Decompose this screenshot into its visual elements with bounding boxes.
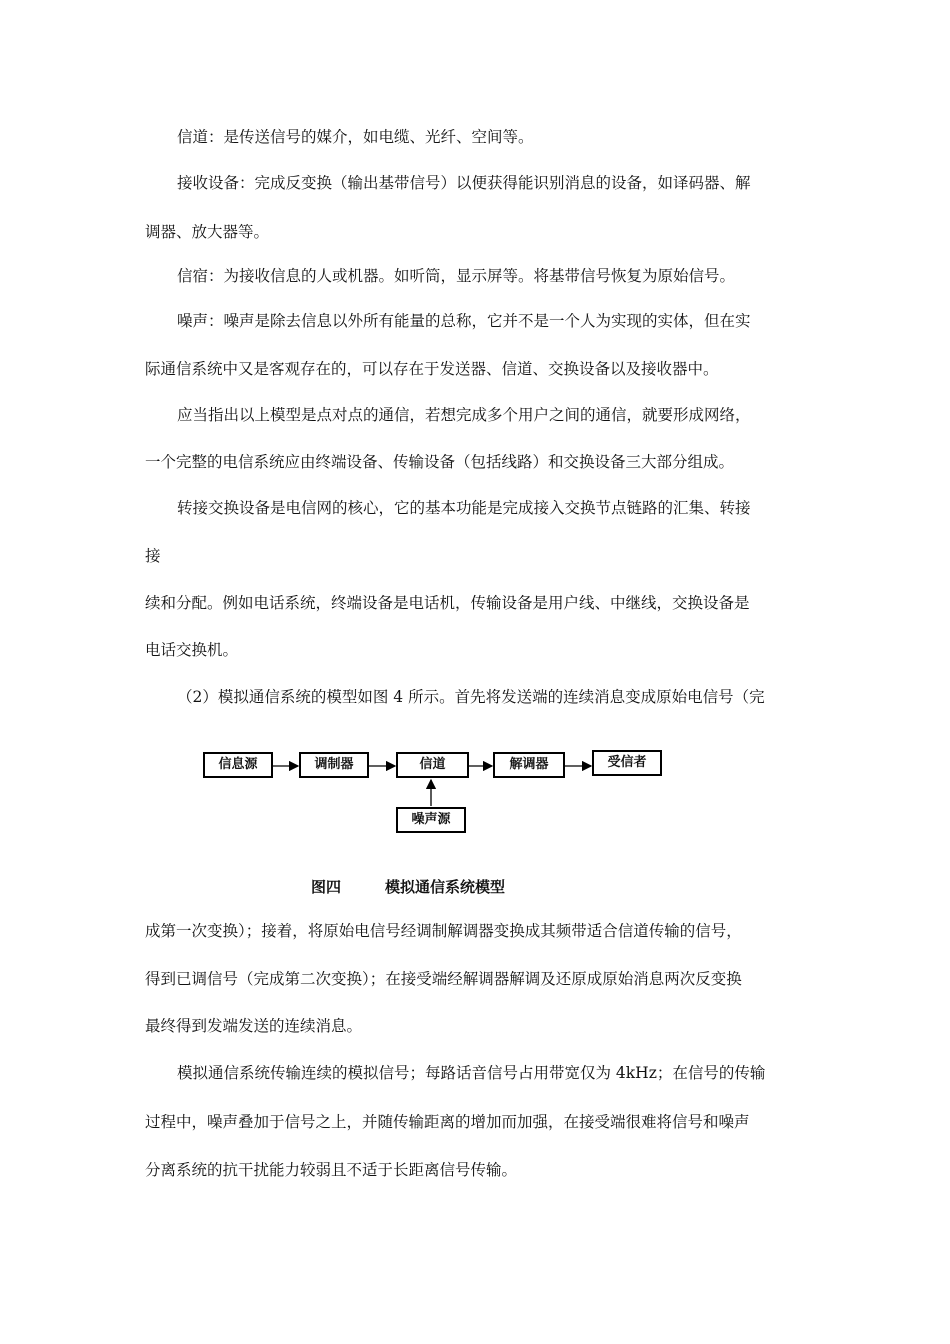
paragraph-receiver-cont: 调器、放大器等。 (145, 223, 270, 241)
analog-system-diagram (195, 740, 675, 836)
figure-caption-label: 图四 (311, 878, 342, 896)
paragraph-analog-cont2: 得到已调信号（完成第二次变换）；在接受端经解调器解调及还原成原始消息两次反变换 (145, 970, 742, 988)
paragraph-analog-model: （2）模拟通信系统的模型如图 4 所示。首先将发送端的连续消息变成原始电信号（完 (177, 688, 765, 706)
paragraph-receiver: 接收设备：完成反变换（输出基带信号）以便获得能识别消息的设备，如译码器、解 (177, 174, 751, 192)
paragraph-analog-cont3: 最终得到发端发送的连续消息。 (145, 1017, 363, 1035)
box-modulator: 调制器 (299, 752, 369, 778)
figure-caption-title: 模拟通信系统模型 (385, 878, 506, 896)
paragraph-analog-transmission: 模拟通信系统传输连续的模拟信号；每路话音信号占用带宽仅为 4kHz；在信号的传输 (177, 1064, 766, 1082)
paragraph-switching-orphan: 接 (145, 547, 161, 565)
box-noise-source: 噪声源 (396, 807, 466, 833)
paragraph-model: 应当指出以上模型是点对点的通信，若想完成多个用户之间的通信，就要形成网络， (177, 406, 751, 424)
paragraph-sink: 信宿：为接收信息的人或机器。如听筒，显示屏等。将基带信号恢复为原始信号。 (177, 267, 736, 285)
paragraph-switching: 转接交换设备是电信网的核心，它的基本功能是完成接入交换节点链路的汇集、转接 (177, 499, 751, 517)
paragraph-model-cont: 一个完整的电信系统应由终端设备、传输设备（包括线路）和交换设备三大部分组成。 (145, 453, 735, 471)
paragraph-channel: 信道：是传送信号的媒介，如电缆、光纤、空间等。 (177, 128, 534, 146)
paragraph-analog-transmission-cont: 过程中，噪声叠加于信号之上，并随传输距离的增加而加强，在接受端很难将信号和噪声 (145, 1113, 750, 1131)
box-receiver: 受信者 (592, 750, 662, 776)
paragraph-noise-cont: 际通信系统中又是客观存在的，可以存在于发送器、信道、交换设备以及接收器中。 (145, 360, 719, 378)
paragraph-analog-transmission-end: 分离系统的抗干扰能力较弱且不适于长距离信号传输。 (145, 1161, 518, 1179)
box-demodulator: 解调器 (493, 752, 565, 778)
box-channel: 信道 (396, 752, 469, 778)
paragraph-switching-cont: 续和分配。例如电话系统，终端设备是电话机，传输设备是用户线、中继线，交换设备是 (145, 594, 750, 612)
box-information-source: 信息源 (203, 752, 273, 778)
paragraph-switching-end: 电话交换机。 (145, 641, 239, 659)
paragraph-noise: 噪声：噪声是除去信息以外所有能量的总称，它并不是一个人为实现的实体，但在实 (177, 312, 751, 330)
paragraph-analog-cont1: 成第一次变换）；接着，将原始电信号经调制解调器变换成其频带适合信道传输的信号， (145, 922, 742, 940)
